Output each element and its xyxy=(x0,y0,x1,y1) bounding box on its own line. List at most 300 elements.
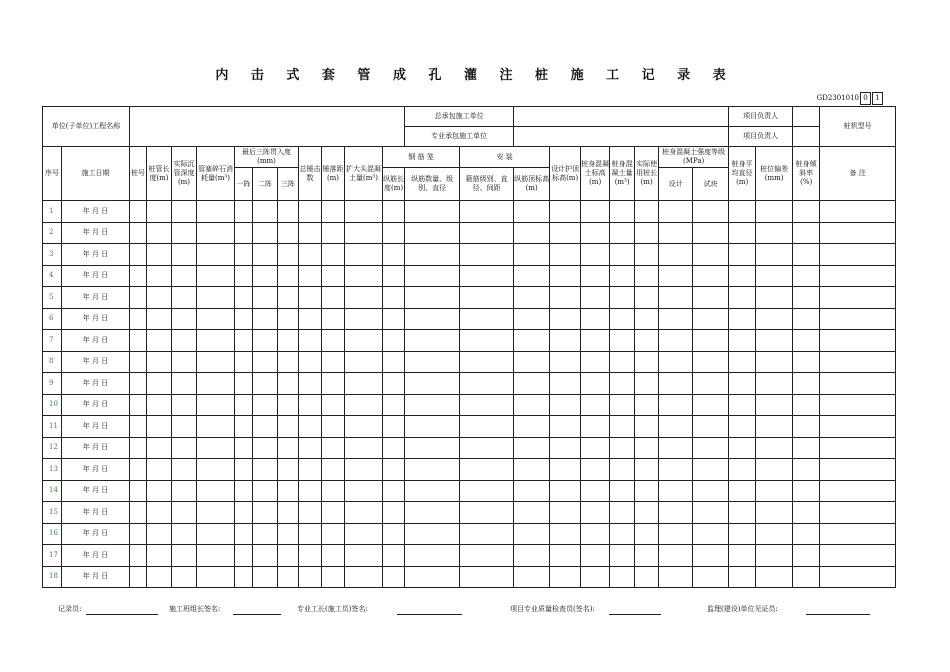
data-cell[interactable] xyxy=(729,330,756,352)
data-cell[interactable] xyxy=(659,416,693,438)
data-cell[interactable] xyxy=(147,545,172,567)
data-cell[interactable] xyxy=(253,308,278,330)
data-cell[interactable] xyxy=(693,265,729,287)
data-cell[interactable] xyxy=(345,566,383,588)
data-cell[interactable] xyxy=(550,201,581,223)
data-cell[interactable] xyxy=(460,244,514,266)
data-cell[interactable] xyxy=(693,437,729,459)
data-cell[interactable] xyxy=(460,330,514,352)
data-cell[interactable] xyxy=(299,502,322,524)
data-cell[interactable] xyxy=(610,373,635,395)
data-cell[interactable] xyxy=(172,308,197,330)
data-cell[interactable] xyxy=(729,545,756,567)
project-manager-value-1[interactable] xyxy=(793,107,820,127)
data-cell[interactable] xyxy=(322,394,345,416)
data-cell[interactable] xyxy=(130,351,147,373)
data-cell[interactable] xyxy=(383,459,405,481)
data-cell[interactable] xyxy=(693,416,729,438)
data-cell[interactable] xyxy=(345,222,383,244)
data-cell[interactable] xyxy=(235,308,253,330)
data-cell[interactable] xyxy=(383,265,405,287)
data-cell[interactable] xyxy=(756,416,793,438)
data-cell[interactable] xyxy=(820,351,896,373)
data-cell[interactable] xyxy=(278,308,299,330)
data-cell[interactable] xyxy=(147,373,172,395)
data-cell[interactable] xyxy=(235,480,253,502)
data-cell[interactable] xyxy=(130,502,147,524)
data-cell[interactable] xyxy=(172,480,197,502)
data-cell[interactable] xyxy=(147,287,172,309)
data-cell[interactable] xyxy=(550,373,581,395)
data-cell[interactable] xyxy=(693,287,729,309)
data-cell[interactable] xyxy=(197,480,235,502)
data-cell[interactable] xyxy=(147,416,172,438)
data-cell[interactable] xyxy=(278,480,299,502)
data-cell[interactable] xyxy=(197,265,235,287)
data-cell[interactable] xyxy=(235,244,253,266)
data-cell[interactable] xyxy=(659,244,693,266)
data-cell[interactable] xyxy=(693,480,729,502)
data-cell[interactable] xyxy=(345,416,383,438)
data-cell[interactable] xyxy=(635,459,659,481)
data-cell[interactable] xyxy=(460,308,514,330)
data-cell[interactable] xyxy=(610,244,635,266)
data-cell[interactable] xyxy=(345,330,383,352)
data-cell[interactable] xyxy=(820,480,896,502)
data-cell[interactable] xyxy=(383,308,405,330)
data-cell[interactable] xyxy=(130,523,147,545)
data-cell[interactable] xyxy=(820,373,896,395)
data-cell[interactable] xyxy=(581,308,610,330)
data-cell[interactable] xyxy=(235,523,253,545)
data-cell[interactable] xyxy=(147,201,172,223)
data-cell[interactable] xyxy=(147,265,172,287)
data-cell[interactable] xyxy=(172,394,197,416)
data-cell[interactable] xyxy=(405,308,460,330)
data-cell[interactable] xyxy=(130,222,147,244)
data-cell[interactable] xyxy=(130,566,147,588)
data-cell[interactable] xyxy=(197,502,235,524)
data-cell[interactable] xyxy=(581,222,610,244)
data-cell[interactable] xyxy=(405,523,460,545)
data-cell[interactable] xyxy=(278,222,299,244)
data-cell[interactable] xyxy=(610,459,635,481)
data-cell[interactable] xyxy=(405,416,460,438)
row-date[interactable]: 年 月 日 xyxy=(62,523,130,545)
data-cell[interactable] xyxy=(581,373,610,395)
data-cell[interactable] xyxy=(299,201,322,223)
row-date[interactable]: 年 月 日 xyxy=(62,394,130,416)
data-cell[interactable] xyxy=(322,416,345,438)
data-cell[interactable] xyxy=(322,265,345,287)
data-cell[interactable] xyxy=(581,351,610,373)
data-cell[interactable] xyxy=(581,416,610,438)
data-cell[interactable] xyxy=(635,244,659,266)
data-cell[interactable] xyxy=(581,480,610,502)
data-cell[interactable] xyxy=(729,502,756,524)
data-cell[interactable] xyxy=(405,330,460,352)
foreman-line[interactable] xyxy=(397,614,462,615)
row-date[interactable]: 年 月 日 xyxy=(62,201,130,223)
data-cell[interactable] xyxy=(147,566,172,588)
data-cell[interactable] xyxy=(659,459,693,481)
data-cell[interactable] xyxy=(659,502,693,524)
data-cell[interactable] xyxy=(322,201,345,223)
data-cell[interactable] xyxy=(460,523,514,545)
data-cell[interactable] xyxy=(172,523,197,545)
project-manager-value-2[interactable] xyxy=(793,127,820,147)
data-cell[interactable] xyxy=(322,523,345,545)
data-cell[interactable] xyxy=(172,437,197,459)
data-cell[interactable] xyxy=(172,265,197,287)
data-cell[interactable] xyxy=(550,566,581,588)
data-cell[interactable] xyxy=(130,416,147,438)
data-cell[interactable] xyxy=(820,394,896,416)
data-cell[interactable] xyxy=(197,523,235,545)
data-cell[interactable] xyxy=(278,502,299,524)
data-cell[interactable] xyxy=(235,265,253,287)
data-cell[interactable] xyxy=(635,308,659,330)
data-cell[interactable] xyxy=(820,459,896,481)
data-cell[interactable] xyxy=(793,545,820,567)
data-cell[interactable] xyxy=(793,502,820,524)
data-cell[interactable] xyxy=(345,265,383,287)
data-cell[interactable] xyxy=(235,222,253,244)
data-cell[interactable] xyxy=(235,566,253,588)
data-cell[interactable] xyxy=(253,545,278,567)
data-cell[interactable] xyxy=(322,308,345,330)
data-cell[interactable] xyxy=(130,201,147,223)
data-cell[interactable] xyxy=(635,545,659,567)
data-cell[interactable] xyxy=(635,394,659,416)
data-cell[interactable] xyxy=(729,394,756,416)
data-cell[interactable] xyxy=(235,351,253,373)
data-cell[interactable] xyxy=(130,545,147,567)
data-cell[interactable] xyxy=(405,480,460,502)
data-cell[interactable] xyxy=(172,416,197,438)
data-cell[interactable] xyxy=(460,437,514,459)
data-cell[interactable] xyxy=(820,244,896,266)
data-cell[interactable] xyxy=(729,287,756,309)
data-cell[interactable] xyxy=(514,523,550,545)
data-cell[interactable] xyxy=(197,373,235,395)
data-cell[interactable] xyxy=(197,437,235,459)
data-cell[interactable] xyxy=(635,502,659,524)
data-cell[interactable] xyxy=(729,523,756,545)
data-cell[interactable] xyxy=(322,437,345,459)
data-cell[interactable] xyxy=(278,201,299,223)
data-cell[interactable] xyxy=(197,459,235,481)
data-cell[interactable] xyxy=(172,351,197,373)
data-cell[interactable] xyxy=(130,330,147,352)
data-cell[interactable] xyxy=(299,373,322,395)
data-cell[interactable] xyxy=(793,330,820,352)
data-cell[interactable] xyxy=(278,265,299,287)
data-cell[interactable] xyxy=(635,523,659,545)
data-cell[interactable] xyxy=(147,222,172,244)
data-cell[interactable] xyxy=(610,265,635,287)
data-cell[interactable] xyxy=(253,416,278,438)
sub-contractor-value[interactable] xyxy=(514,127,729,147)
data-cell[interactable] xyxy=(130,265,147,287)
data-cell[interactable] xyxy=(235,287,253,309)
data-cell[interactable] xyxy=(383,566,405,588)
data-cell[interactable] xyxy=(514,416,550,438)
data-cell[interactable] xyxy=(147,502,172,524)
data-cell[interactable] xyxy=(820,201,896,223)
data-cell[interactable] xyxy=(345,523,383,545)
row-date[interactable]: 年 月 日 xyxy=(62,545,130,567)
data-cell[interactable] xyxy=(405,222,460,244)
data-cell[interactable] xyxy=(729,373,756,395)
row-date[interactable]: 年 月 日 xyxy=(62,459,130,481)
data-cell[interactable] xyxy=(581,523,610,545)
data-cell[interactable] xyxy=(322,545,345,567)
data-cell[interactable] xyxy=(130,394,147,416)
data-cell[interactable] xyxy=(299,308,322,330)
data-cell[interactable] xyxy=(130,287,147,309)
data-cell[interactable] xyxy=(756,330,793,352)
data-cell[interactable] xyxy=(659,566,693,588)
row-date[interactable]: 年 月 日 xyxy=(62,244,130,266)
data-cell[interactable] xyxy=(405,566,460,588)
data-cell[interactable] xyxy=(197,308,235,330)
data-cell[interactable] xyxy=(581,545,610,567)
data-cell[interactable] xyxy=(610,330,635,352)
data-cell[interactable] xyxy=(659,437,693,459)
data-cell[interactable] xyxy=(514,437,550,459)
data-cell[interactable] xyxy=(693,351,729,373)
data-cell[interactable] xyxy=(693,545,729,567)
data-cell[interactable] xyxy=(345,437,383,459)
data-cell[interactable] xyxy=(729,437,756,459)
data-cell[interactable] xyxy=(581,566,610,588)
data-cell[interactable] xyxy=(793,480,820,502)
data-cell[interactable] xyxy=(793,459,820,481)
data-cell[interactable] xyxy=(235,459,253,481)
data-cell[interactable] xyxy=(460,459,514,481)
supervisor-line[interactable] xyxy=(806,614,870,615)
data-cell[interactable] xyxy=(756,394,793,416)
data-cell[interactable] xyxy=(322,351,345,373)
data-cell[interactable] xyxy=(383,330,405,352)
data-cell[interactable] xyxy=(235,373,253,395)
data-cell[interactable] xyxy=(405,545,460,567)
data-cell[interactable] xyxy=(610,523,635,545)
data-cell[interactable] xyxy=(405,459,460,481)
data-cell[interactable] xyxy=(253,480,278,502)
data-cell[interactable] xyxy=(460,201,514,223)
data-cell[interactable] xyxy=(278,566,299,588)
data-cell[interactable] xyxy=(147,330,172,352)
data-cell[interactable] xyxy=(147,459,172,481)
data-cell[interactable] xyxy=(383,437,405,459)
row-date[interactable]: 年 月 日 xyxy=(62,287,130,309)
data-cell[interactable] xyxy=(756,459,793,481)
data-cell[interactable] xyxy=(793,351,820,373)
data-cell[interactable] xyxy=(581,459,610,481)
data-cell[interactable] xyxy=(130,244,147,266)
data-cell[interactable] xyxy=(172,545,197,567)
form-code-box-1[interactable]: 0 xyxy=(860,92,871,105)
data-cell[interactable] xyxy=(659,265,693,287)
data-cell[interactable] xyxy=(197,244,235,266)
data-cell[interactable] xyxy=(147,244,172,266)
data-cell[interactable] xyxy=(514,545,550,567)
data-cell[interactable] xyxy=(172,330,197,352)
data-cell[interactable] xyxy=(514,244,550,266)
data-cell[interactable] xyxy=(729,416,756,438)
data-cell[interactable] xyxy=(405,201,460,223)
data-cell[interactable] xyxy=(197,416,235,438)
general-contractor-value[interactable] xyxy=(514,107,729,127)
data-cell[interactable] xyxy=(659,480,693,502)
data-cell[interactable] xyxy=(197,287,235,309)
data-cell[interactable] xyxy=(147,480,172,502)
data-cell[interactable] xyxy=(693,330,729,352)
data-cell[interactable] xyxy=(793,437,820,459)
data-cell[interactable] xyxy=(550,523,581,545)
data-cell[interactable] xyxy=(278,351,299,373)
data-cell[interactable] xyxy=(581,330,610,352)
data-cell[interactable] xyxy=(253,330,278,352)
data-cell[interactable] xyxy=(299,459,322,481)
recorder-line[interactable] xyxy=(86,614,158,615)
data-cell[interactable] xyxy=(550,416,581,438)
data-cell[interactable] xyxy=(756,201,793,223)
data-cell[interactable] xyxy=(729,459,756,481)
data-cell[interactable] xyxy=(729,265,756,287)
data-cell[interactable] xyxy=(299,566,322,588)
data-cell[interactable] xyxy=(299,480,322,502)
data-cell[interactable] xyxy=(756,222,793,244)
data-cell[interactable] xyxy=(610,201,635,223)
data-cell[interactable] xyxy=(820,330,896,352)
data-cell[interactable] xyxy=(635,566,659,588)
data-cell[interactable] xyxy=(581,394,610,416)
data-cell[interactable] xyxy=(793,201,820,223)
data-cell[interactable] xyxy=(635,351,659,373)
data-cell[interactable] xyxy=(820,545,896,567)
row-date[interactable]: 年 月 日 xyxy=(62,330,130,352)
data-cell[interactable] xyxy=(514,373,550,395)
data-cell[interactable] xyxy=(693,244,729,266)
data-cell[interactable] xyxy=(405,287,460,309)
data-cell[interactable] xyxy=(235,394,253,416)
row-date[interactable]: 年 月 日 xyxy=(62,416,130,438)
data-cell[interactable] xyxy=(550,502,581,524)
data-cell[interactable] xyxy=(405,437,460,459)
data-cell[interactable] xyxy=(172,244,197,266)
data-cell[interactable] xyxy=(610,351,635,373)
data-cell[interactable] xyxy=(514,480,550,502)
data-cell[interactable] xyxy=(172,222,197,244)
crew-leader-line[interactable] xyxy=(233,614,281,615)
data-cell[interactable] xyxy=(756,265,793,287)
data-cell[interactable] xyxy=(405,373,460,395)
data-cell[interactable] xyxy=(299,265,322,287)
data-cell[interactable] xyxy=(235,545,253,567)
data-cell[interactable] xyxy=(610,416,635,438)
data-cell[interactable] xyxy=(345,502,383,524)
data-cell[interactable] xyxy=(345,201,383,223)
data-cell[interactable] xyxy=(405,502,460,524)
data-cell[interactable] xyxy=(581,265,610,287)
data-cell[interactable] xyxy=(383,545,405,567)
data-cell[interactable] xyxy=(635,373,659,395)
data-cell[interactable] xyxy=(197,222,235,244)
data-cell[interactable] xyxy=(278,545,299,567)
data-cell[interactable] xyxy=(610,480,635,502)
data-cell[interactable] xyxy=(299,416,322,438)
data-cell[interactable] xyxy=(345,373,383,395)
data-cell[interactable] xyxy=(345,287,383,309)
data-cell[interactable] xyxy=(197,394,235,416)
data-cell[interactable] xyxy=(635,287,659,309)
data-cell[interactable] xyxy=(581,244,610,266)
data-cell[interactable] xyxy=(820,222,896,244)
data-cell[interactable] xyxy=(693,373,729,395)
data-cell[interactable] xyxy=(756,437,793,459)
data-cell[interactable] xyxy=(147,308,172,330)
data-cell[interactable] xyxy=(693,308,729,330)
data-cell[interactable] xyxy=(514,287,550,309)
data-cell[interactable] xyxy=(756,523,793,545)
data-cell[interactable] xyxy=(693,201,729,223)
data-cell[interactable] xyxy=(345,244,383,266)
data-cell[interactable] xyxy=(514,394,550,416)
data-cell[interactable] xyxy=(172,459,197,481)
qc-line[interactable] xyxy=(609,614,661,615)
data-cell[interactable] xyxy=(793,308,820,330)
data-cell[interactable] xyxy=(550,330,581,352)
data-cell[interactable] xyxy=(756,566,793,588)
data-cell[interactable] xyxy=(253,287,278,309)
data-cell[interactable] xyxy=(460,351,514,373)
data-cell[interactable] xyxy=(729,566,756,588)
row-date[interactable]: 年 月 日 xyxy=(62,480,130,502)
data-cell[interactable] xyxy=(756,502,793,524)
data-cell[interactable] xyxy=(253,394,278,416)
data-cell[interactable] xyxy=(322,502,345,524)
data-cell[interactable] xyxy=(299,437,322,459)
data-cell[interactable] xyxy=(550,351,581,373)
data-cell[interactable] xyxy=(322,222,345,244)
data-cell[interactable] xyxy=(659,308,693,330)
data-cell[interactable] xyxy=(299,394,322,416)
data-cell[interactable] xyxy=(729,308,756,330)
data-cell[interactable] xyxy=(322,480,345,502)
data-cell[interactable] xyxy=(405,265,460,287)
data-cell[interactable] xyxy=(514,201,550,223)
data-cell[interactable] xyxy=(253,566,278,588)
data-cell[interactable] xyxy=(299,545,322,567)
row-date[interactable]: 年 月 日 xyxy=(62,373,130,395)
data-cell[interactable] xyxy=(550,287,581,309)
data-cell[interactable] xyxy=(299,330,322,352)
data-cell[interactable] xyxy=(635,330,659,352)
data-cell[interactable] xyxy=(659,394,693,416)
data-cell[interactable] xyxy=(659,222,693,244)
data-cell[interactable] xyxy=(383,244,405,266)
data-cell[interactable] xyxy=(693,222,729,244)
data-cell[interactable] xyxy=(793,265,820,287)
data-cell[interactable] xyxy=(253,351,278,373)
form-code-box-2[interactable]: 1 xyxy=(872,92,883,105)
data-cell[interactable] xyxy=(610,287,635,309)
data-cell[interactable] xyxy=(514,265,550,287)
data-cell[interactable] xyxy=(635,437,659,459)
